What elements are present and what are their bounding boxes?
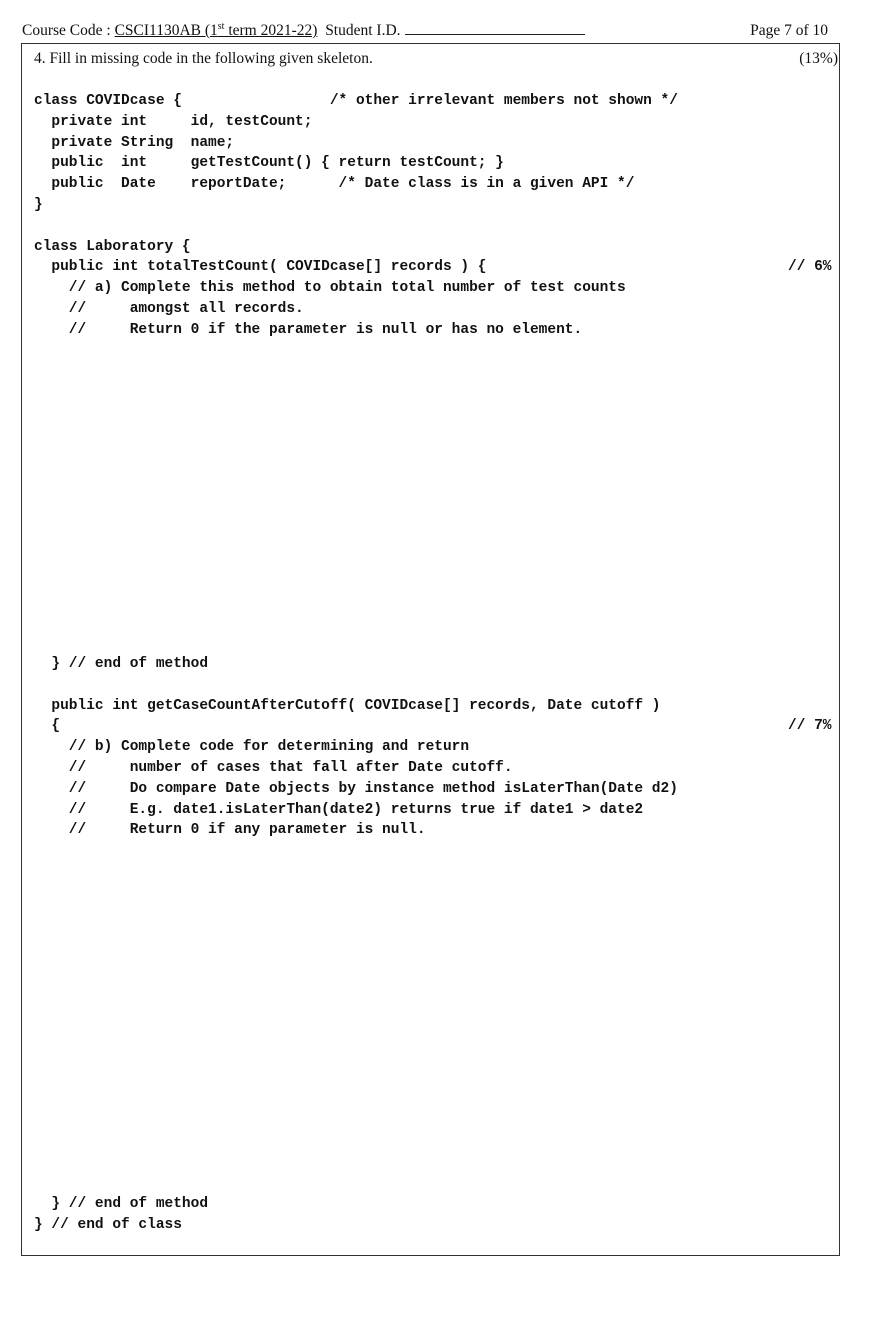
code-line: } // end of method (34, 656, 209, 672)
code-line: } // end of class (34, 1216, 182, 1233)
student-id-blank[interactable] (405, 20, 585, 35)
code-line: // Return 0 if the parameter is null or has no element. (34, 321, 583, 338)
code-line: public int totalTestCount( COVIDcase[] records ) { (34, 259, 487, 276)
question-text: 4. Fill in missing code in the following given skeleton. (34, 50, 373, 67)
code-line: public Date reportDate; /* Date class is in a given API */ (34, 176, 635, 193)
code-line: } // end of method (34, 1196, 209, 1212)
term-ordinal: st (217, 20, 225, 32)
code-line: private int id, testCount; (34, 113, 313, 130)
part-a-marks: // 6% (788, 259, 832, 275)
code-line: // number of cases that fall after Date cutoff. (34, 759, 513, 776)
code-line: // b) Complete code for determining and return (34, 739, 470, 756)
student-id-label: Student I.D. (325, 22, 401, 39)
course-code-label: Course Code : (22, 22, 115, 39)
code-line: // Do compare Date objects by instance method isLaterThan(Date d2) (34, 780, 678, 797)
code-line: class COVIDcase { /* other irrelevant members not shown */ (34, 93, 678, 109)
code-line: // E.g. date1.isLaterThan(date2) returns true if date1 > date2 (34, 801, 644, 818)
code-line: // Return 0 if any parameter is null. (34, 822, 426, 839)
code-skeleton-bottom (34, 1194, 208, 1236)
page-header (22, 20, 842, 42)
page-number: Page 7 of 10 (750, 22, 828, 39)
code-line (34, 216, 678, 237)
code-line: // a) Complete this method to obtain total number of test counts (34, 280, 626, 297)
part-b-marks: // 7% (788, 718, 832, 734)
term-open: (1 (200, 22, 218, 39)
code-line (34, 675, 678, 696)
code-line: class Laboratory { (34, 238, 191, 255)
code-line: public int getCaseCountAfterCutoff( COVIDcase[] records, Date cutoff ) (34, 697, 661, 714)
code-line: } (34, 196, 43, 213)
term-rest: term 2021-22) (224, 22, 318, 39)
code-line: // amongst all records. (34, 300, 304, 317)
course-code: CSCI1130AB (114, 22, 201, 39)
question-line (34, 48, 840, 70)
code-line: public int getTestCount() { return testCount; } (34, 155, 504, 172)
course-code-term (115, 22, 318, 39)
code-line: { (34, 718, 61, 735)
code-line: private String name; (34, 134, 235, 151)
question-marks: (13%) (799, 50, 838, 67)
code-skeleton-top (34, 91, 678, 341)
code-skeleton-middle (34, 654, 678, 841)
